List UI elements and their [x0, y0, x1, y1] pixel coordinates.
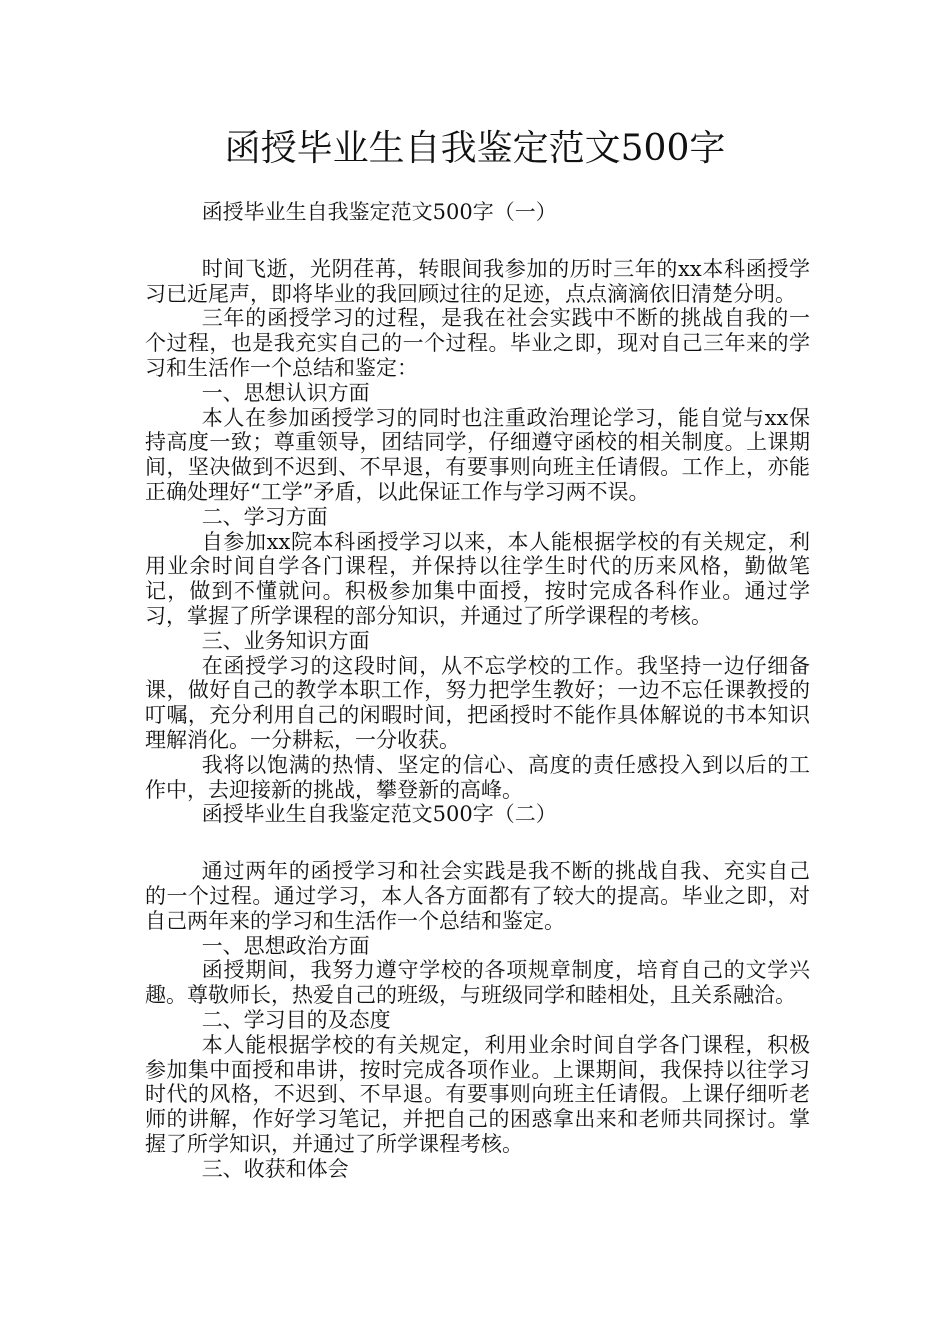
- paragraph: 在函授学习的这段时间，从不忘学校的工作。我坚持一边仔细备课，做好自己的教学本职工作，努力把学生教好；一边不忘任课教授的叮嘱，充分利用自己的闲暇时间，把函授时不能作具体解说的书本知识理解消化。一分耕耘，一分收获。: [145, 653, 810, 752]
- section-subtitle: 函授毕业生自我鉴定范文500字（二）: [201, 802, 557, 827]
- paragraph: 时间飞逝，光阴荏苒，转眼间我参加的历时三年的xx本科函授学习已近尾声，即将毕业的我回顾过往的足迹，点点滴滴依旧清楚分明。: [145, 256, 810, 306]
- section-subtitle: 函授毕业生自我鉴定范文500字（一）: [201, 200, 557, 224]
- paragraph: 我将以饱满的热情、坚定的信心、高度的责任感投入到以后的工作中，去迎接新的挑战，攀登新的高峰。: [145, 752, 810, 802]
- paragraph: 函授期间，我努力遵守学校的各项规章制度，培育自己的文学兴趣。尊敬师长，热爱自己的班级，与班级同学和睦相处，且关系融洽。: [145, 958, 810, 1008]
- section-heading: 一、思想政治方面: [201, 933, 370, 958]
- section-heading: 二、学习目的及态度: [201, 1007, 391, 1032]
- paragraph: 本人能根据学校的有关规定，利用业余时间自学各门课程，积极参加集中面授和串讲，按时完成各项作业。上课期间，我保持以往学习时代的风格，不迟到、不早退。有要事则向班主任请假。上课仔细听老师的讲解，作好学习笔记，并把自己的困惑拿出来和老师共同探讨。掌握了所学知识，并通过了所学课程考核。: [145, 1032, 810, 1156]
- section-heading: 一、思想认识方面: [201, 380, 370, 405]
- document-body: [145, 200, 810, 1181]
- document-title: 函授毕业生自我鉴定范文500字: [224, 128, 726, 169]
- paragraph: 通过两年的函授学习和社会实践是我不断的挑战自我、充实自己的一个过程。通过学习，本人各方面都有了较大的提高。毕业之即，对自己两年来的学习和生活作一个总结和鉴定。: [145, 859, 810, 933]
- paragraph: 自参加xx院本科函授学习以来，本人能根据学校的有关规定，利用业余时间自学各门课程，并保持以往学生时代的历来风格，勤做笔记，做到不懂就问。积极参加集中面授，按时完成各科作业。通过学习，掌握了所学课程的部分知识，并通过了所学课程的考核。: [145, 529, 810, 628]
- spacer: [145, 827, 810, 859]
- paragraph: 三年的函授学习的过程，是我在社会实践中不断的挑战自我的一个过程，也是我充实自己的一个过程。毕业之即，现对自己三年来的学习和生活作一个总结和鉴定：: [145, 306, 810, 380]
- section-heading: 三、收获和体会: [201, 1156, 349, 1181]
- section-heading: 三、业务知识方面: [201, 628, 370, 653]
- spacer: [145, 225, 810, 257]
- paragraph: 本人在参加函授学习的同时也注重政治理论学习，能自觉与xx保持高度一致；尊重领导，团结同学，仔细遵守函校的相关制度。上课期间，坚决做到不迟到、不早退，有要事则向班主任请假。工作上，亦能正确处理好“工学”矛盾，以此保证工作与学习两不误。: [145, 405, 810, 504]
- section-heading: 二、学习方面: [201, 504, 328, 529]
